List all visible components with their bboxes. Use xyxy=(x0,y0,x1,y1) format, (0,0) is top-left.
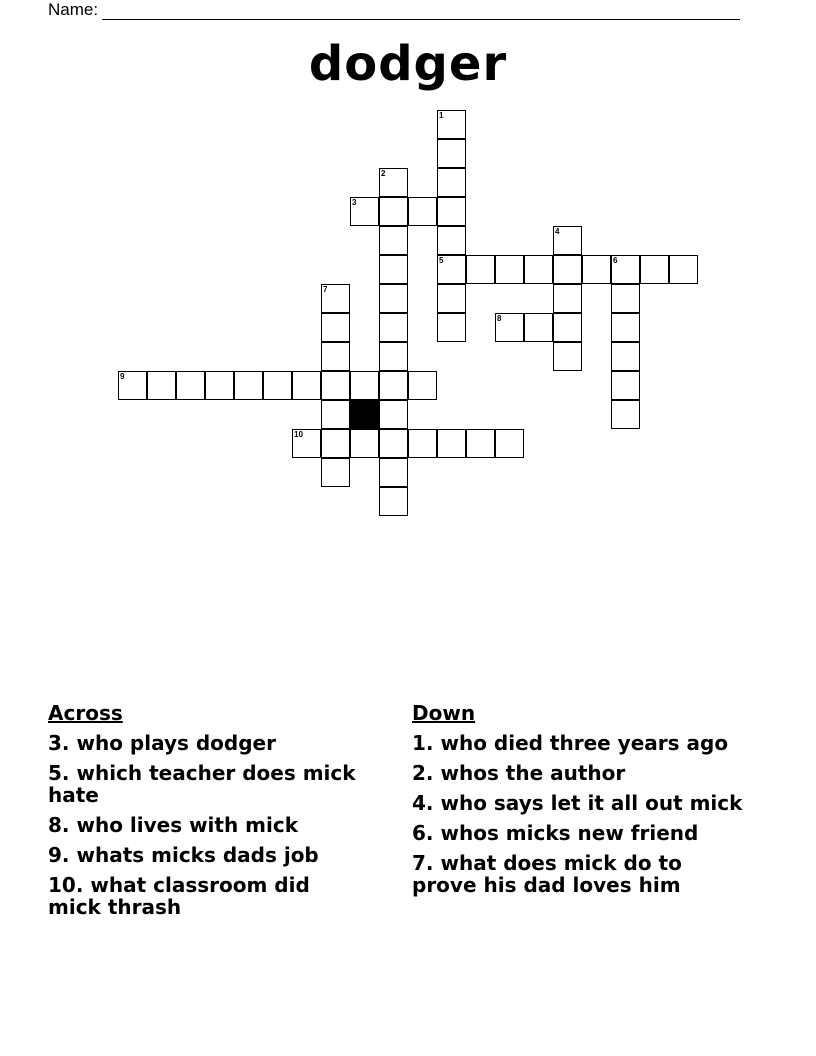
grid-cell[interactable] xyxy=(437,313,466,342)
down-heading: Down xyxy=(412,701,476,725)
down-clue-4: 4. who says let it all out mick xyxy=(412,791,743,815)
grid-cell[interactable] xyxy=(437,197,466,226)
grid-cell[interactable] xyxy=(176,371,205,400)
grid-cell[interactable] xyxy=(495,429,524,458)
grid-cell[interactable] xyxy=(437,139,466,168)
grid-cell[interactable] xyxy=(321,371,350,400)
grid-cell[interactable] xyxy=(553,284,582,313)
grid-cell[interactable] xyxy=(611,400,640,429)
grid-cell[interactable] xyxy=(321,458,350,487)
grid-cell[interactable] xyxy=(553,255,582,284)
grid-cell[interactable] xyxy=(292,371,321,400)
across-heading: Across xyxy=(48,701,123,725)
clue-number-3: 3 xyxy=(352,198,357,207)
across-clue-5: 5. which teacher does mick hate xyxy=(48,761,356,807)
grid-cell[interactable] xyxy=(524,313,553,342)
grid-cell[interactable] xyxy=(321,313,350,342)
across-clue-10: 10. what classroom did mick thrash xyxy=(48,873,310,919)
grid-cell[interactable] xyxy=(379,255,408,284)
grid-cell[interactable] xyxy=(321,342,350,371)
grid-cell[interactable] xyxy=(379,284,408,313)
clue-number-9: 9 xyxy=(120,372,125,381)
grid-cell[interactable] xyxy=(379,487,408,516)
grid-cell[interactable] xyxy=(437,226,466,255)
grid-cell[interactable] xyxy=(553,342,582,371)
grid-cell[interactable] xyxy=(379,429,408,458)
grid-cell[interactable] xyxy=(408,429,437,458)
grid-cell[interactable] xyxy=(640,255,669,284)
grid-cell[interactable] xyxy=(205,371,234,400)
clue-number-10: 10 xyxy=(294,430,303,439)
grid-cell[interactable] xyxy=(234,371,263,400)
down-clues xyxy=(412,700,752,904)
across-clue-9: 9. whats micks dads job xyxy=(48,843,319,867)
grid-cell[interactable] xyxy=(611,284,640,313)
name-label: Name: xyxy=(48,0,99,19)
grid-cell[interactable] xyxy=(669,255,698,284)
grid-cell[interactable] xyxy=(379,458,408,487)
grid-cell[interactable] xyxy=(437,168,466,197)
grid-cell[interactable] xyxy=(495,255,524,284)
grid-cell[interactable] xyxy=(350,371,379,400)
grid-cell[interactable] xyxy=(379,400,408,429)
grid-cell[interactable] xyxy=(582,255,611,284)
grid-cell[interactable] xyxy=(437,284,466,313)
clue-number-8: 8 xyxy=(497,314,502,323)
down-clue-7: 7. what does mick do to prove his dad loves him xyxy=(412,851,682,897)
black-cell xyxy=(350,400,379,429)
down-clue-1: 1. who died three years ago xyxy=(412,731,729,755)
clue-number-5: 5 xyxy=(439,256,444,265)
grid-cell[interactable] xyxy=(466,429,495,458)
grid-cell[interactable] xyxy=(263,371,292,400)
grid-cell[interactable] xyxy=(524,255,553,284)
grid-cell[interactable] xyxy=(350,429,379,458)
grid-cell[interactable] xyxy=(437,429,466,458)
clue-number-4: 4 xyxy=(555,227,560,236)
grid-cell[interactable] xyxy=(379,371,408,400)
clue-number-6: 6 xyxy=(613,256,618,265)
grid-cell[interactable] xyxy=(611,371,640,400)
grid-cell[interactable] xyxy=(379,226,408,255)
puzzle-title: dodger xyxy=(308,36,508,92)
down-clue-2: 2. whos the author xyxy=(412,761,626,785)
across-clue-8: 8. who lives with mick xyxy=(48,813,299,837)
grid-cell[interactable] xyxy=(379,342,408,371)
grid-cell[interactable] xyxy=(408,197,437,226)
grid-cell[interactable] xyxy=(379,313,408,342)
grid-cell[interactable] xyxy=(321,429,350,458)
clue-number-2: 2 xyxy=(381,169,386,178)
across-clues xyxy=(48,700,368,926)
grid-cell[interactable] xyxy=(379,197,408,226)
down-clue-6: 6. whos micks new friend xyxy=(412,821,699,845)
grid-cell[interactable] xyxy=(408,371,437,400)
grid-cell[interactable] xyxy=(611,313,640,342)
clue-number-7: 7 xyxy=(323,285,328,294)
grid-cell[interactable] xyxy=(147,371,176,400)
grid-cell[interactable] xyxy=(553,313,582,342)
grid-cell[interactable] xyxy=(611,342,640,371)
grid-cell[interactable] xyxy=(321,400,350,429)
clue-number-1: 1 xyxy=(439,111,444,120)
across-clue-3: 3. who plays dodger xyxy=(48,731,276,755)
grid-cell[interactable] xyxy=(466,255,495,284)
